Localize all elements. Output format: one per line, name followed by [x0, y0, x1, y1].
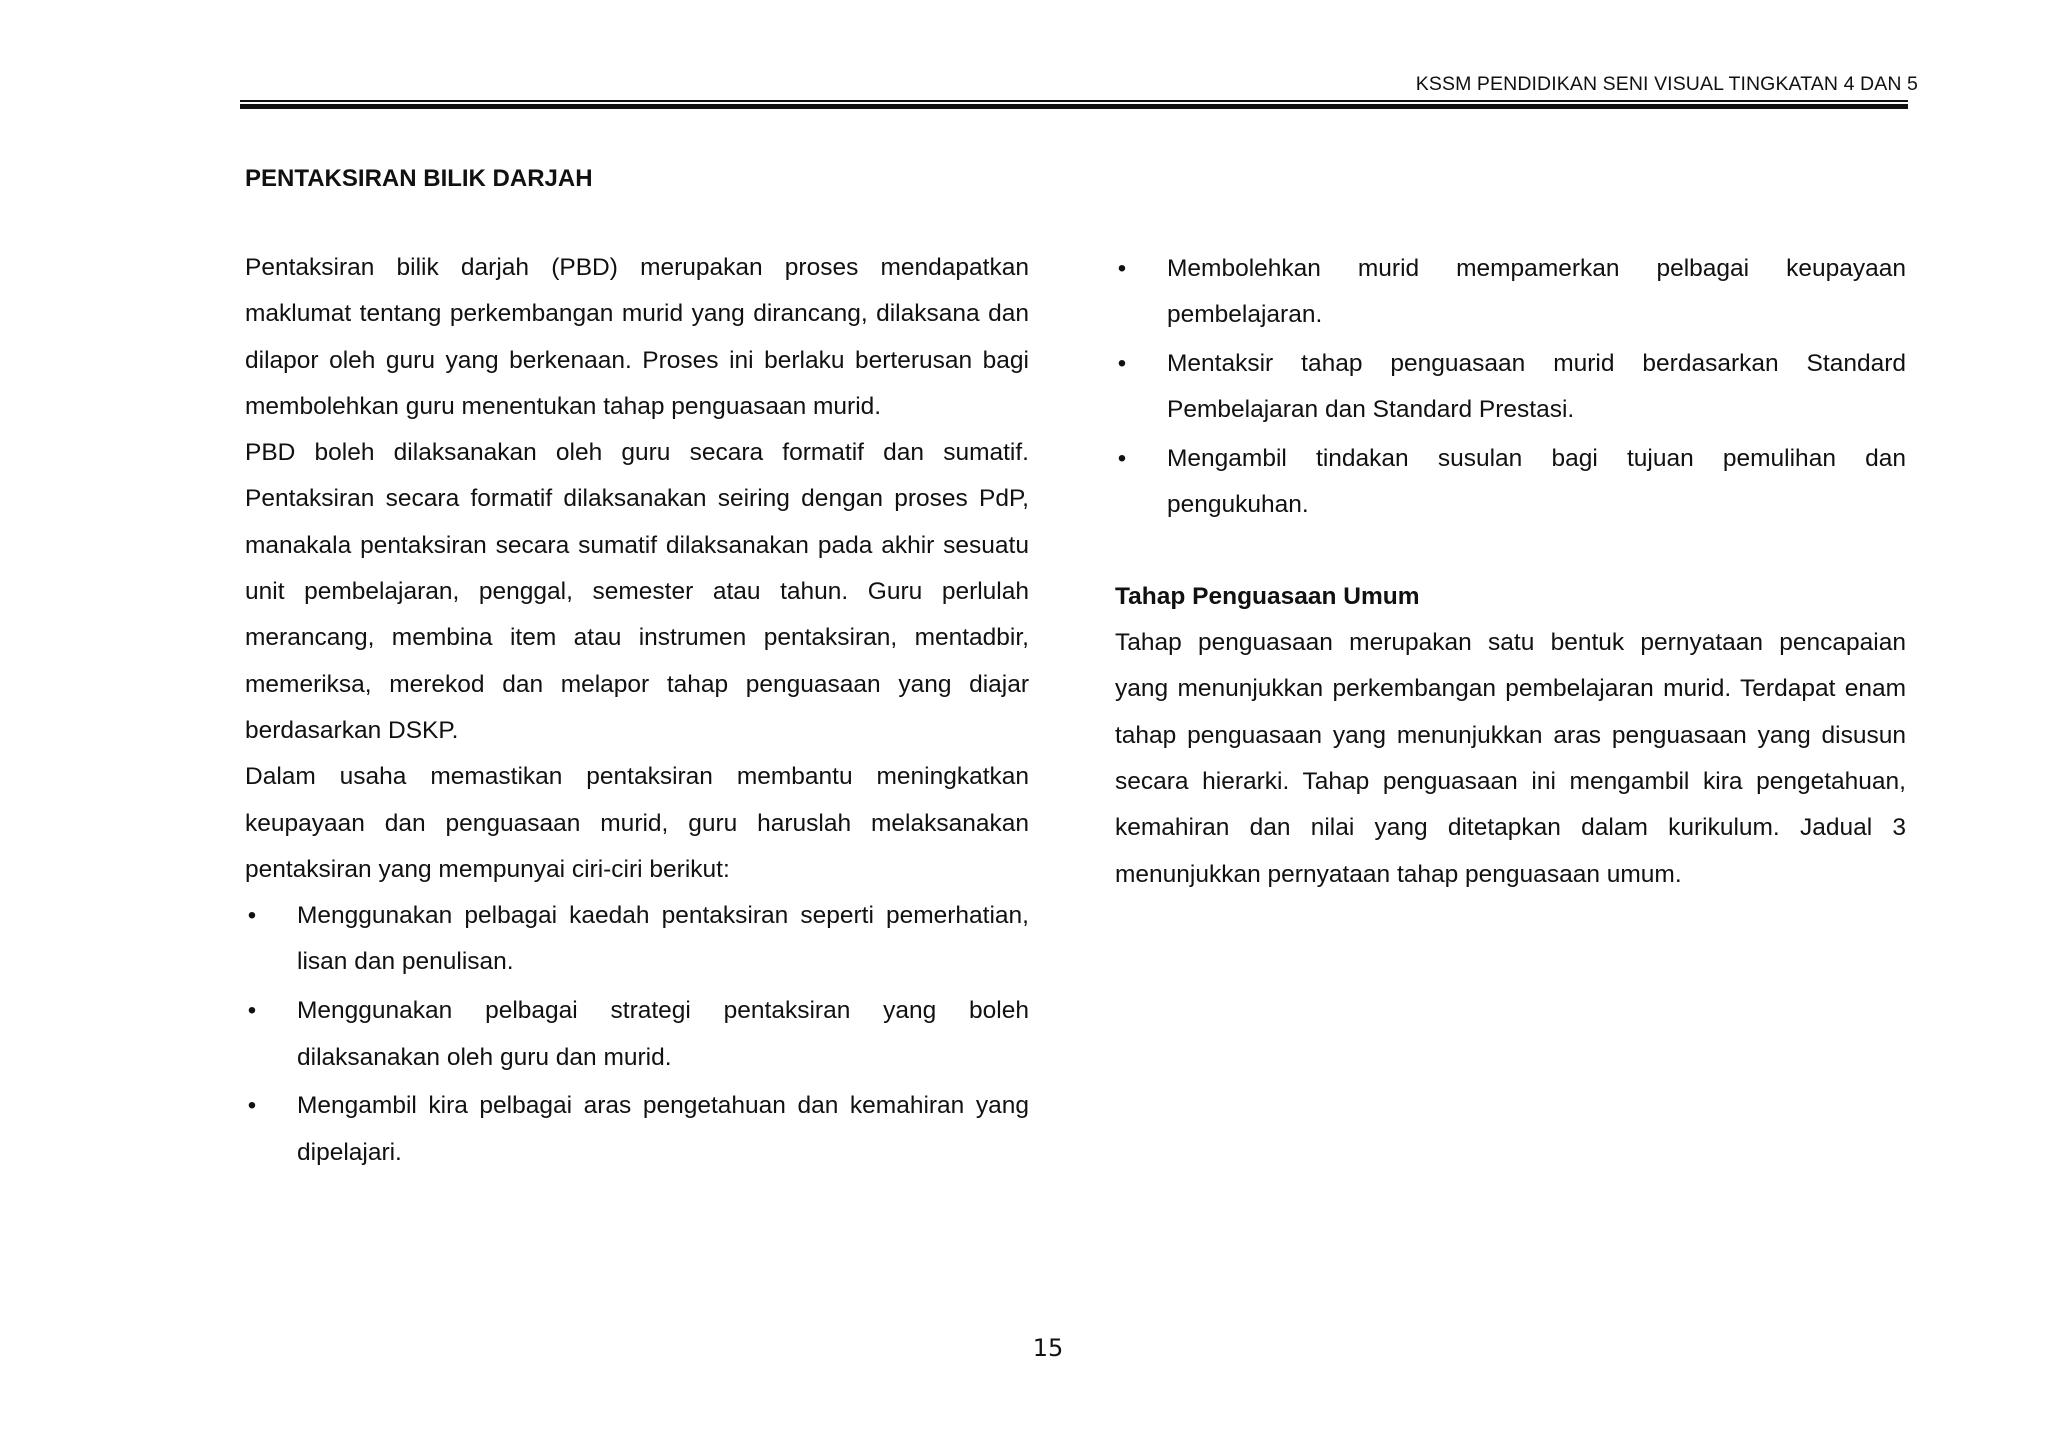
list-item-text: Mengambil tindakan susulan bagi tujuan pemulihan dan pengukuhan. — [1167, 445, 1906, 519]
bullet-icon: • — [247, 902, 257, 930]
bullet-list-left — [245, 893, 1029, 1176]
bullet-icon: • — [1117, 255, 1127, 282]
section-title: PENTAKSIRAN BILIK DARJAH — [245, 165, 593, 192]
document-header: KSSM PENDIDIKAN SENI VISUAL TINGKATAN 4 DAN 5 — [1415, 73, 1918, 95]
subheading-tahap-penguasaan: Tahap Penguasaan Umum — [1115, 582, 1420, 610]
list-item-text: Mengambil kira pelbagai aras pengetahuan dan kemahiran yang dipelajari. — [297, 1092, 1029, 1166]
header-rule-thick — [240, 104, 1908, 109]
bullet-list-right — [1115, 246, 1906, 529]
paragraph-pbd-characteristics: Dalam usaha memastikan pentaksiran membantu meningkatkan keupayaan dan penguasaan murid, guru haruslah melaksanakan pentaksiran yang mempunyai ciri-ciri berikut: — [245, 763, 1029, 883]
list-item — [245, 1083, 1029, 1176]
bullet-icon: • — [247, 997, 257, 1025]
list-item-text: Membolehkan murid mempamerkan pelbagai keupayaan pembelajaran. — [1167, 255, 1906, 329]
paragraph-pbd-formative-summative: PBD boleh dilaksanakan oleh guru secara formatif dan sumatif. Pentaksiran secara formatif dilaksanakan seiring dengan proses PdP, manakala pentaksiran secara sumatif dilaksanakan pada akhir sesuatu unit pembelajaran, penggal, semester atau tahun. Guru perlulah merancang, membina item atau instrumen pentaksiran, mentadbir, memeriksa, merekod dan melapor tahap penguasaan yang diajar berdasarkan DSKP. — [245, 439, 1029, 744]
list-item-text: Menggunakan pelbagai strategi pentaksiran yang boleh dilaksanakan oleh guru dan murid. — [297, 997, 1029, 1071]
page-number: 15 — [1032, 1334, 1064, 1362]
bullet-icon: • — [1117, 350, 1127, 378]
bullet-icon: • — [247, 1092, 257, 1120]
left-column — [245, 245, 1029, 1178]
list-item-text: Mentaksir tahap penguasaan murid berdasarkan Standard Pembelajaran dan Standard Prestasi. — [1167, 350, 1906, 424]
header-rule-thin — [240, 100, 1908, 102]
right-column — [1115, 246, 1906, 898]
list-item — [1115, 436, 1906, 529]
list-item — [1115, 341, 1906, 434]
bullet-icon: • — [1117, 445, 1127, 473]
paragraph-pbd-definition: Pentaksiran bilik darjah (PBD) merupakan proses mendapatkan maklumat tentang perkembangan murid yang dirancang, dilaksana dan dilapor oleh guru yang berkenaan. Proses ini berlaku berterusan bagi membolehkan guru menentukan tahap penguasaan murid. — [245, 254, 1029, 420]
list-item-text: Menggunakan pelbagai kaedah pentaksiran seperti pemerhatian, lisan dan penulisan. — [297, 902, 1029, 976]
list-item — [245, 988, 1029, 1081]
list-item — [1115, 246, 1906, 339]
list-item — [245, 893, 1029, 986]
paragraph-tahap-penguasaan: Tahap penguasaan merupakan satu bentuk pernyataan pencapaian yang menunjukkan perkembangan pembelajaran murid. Terdapat enam tahap penguasaan yang menunjukkan aras penguasaan yang disusun secara hierarki. Tahap penguasaan ini mengambil kira pengetahuan, kemahiran dan nilai yang ditetapkan dalam kurikulum. Jadual 3 menunjukkan pernyataan tahap penguasaan umum. — [1115, 629, 1906, 888]
